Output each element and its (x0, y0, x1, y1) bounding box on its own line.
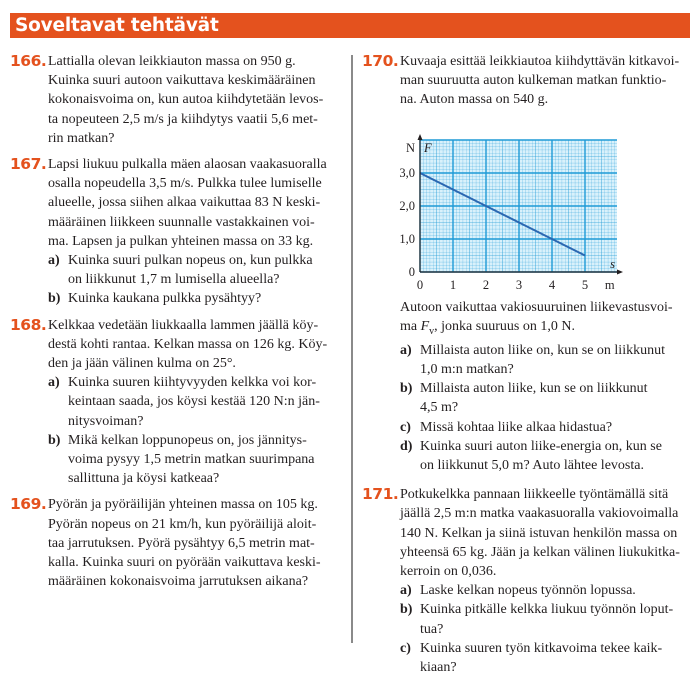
x-tick-label: 0 (416, 277, 424, 292)
x-unit-label: m (604, 277, 615, 292)
sub-question-label: a) (400, 583, 412, 599)
y-tick-label: 2,0 (399, 198, 415, 213)
text-fragment: ma (400, 318, 421, 334)
text-line: Mikä kelkan loppunopeus on, jos jännitys- (68, 432, 307, 448)
text-line: kalla. Kuinka suuri on pyörään vaikuttava keski- (48, 555, 321, 571)
sub-question-label: b) (48, 432, 61, 448)
text-line: Kuinka suuren kiihtyvyyden kelkka voi kor- (68, 375, 317, 391)
sub-question-label: c) (400, 640, 411, 656)
problem-170 (362, 52, 692, 475)
text-line: Pyörän nopeus on 21 km/h, kun pyöräilijä aloit- (48, 516, 317, 532)
text-line: Autoon vaikuttaa vakiosuuruinen liikevastusvoi- (400, 299, 673, 315)
sub-question-a (48, 373, 340, 431)
problem-text (400, 52, 692, 475)
text-line: ma. Lapsen ja pulkan yhteinen massa on 33 kg. (48, 233, 314, 249)
text-line: taa jarrutuksen. Pyörä pysähtyy 6,5 metrin mat- (48, 535, 315, 551)
sub-question-a (400, 341, 692, 379)
x-tick-label: 5 (581, 277, 589, 292)
force-symbol: F (420, 318, 430, 334)
text-line: alueelle, jossa siihen alkaa vaikuttaa 83 N keski- (48, 195, 321, 211)
sub-question-b (400, 379, 692, 417)
right-column (362, 52, 692, 684)
x-axis-arrow-icon (617, 269, 623, 274)
problem-text (48, 495, 340, 591)
text-line: Lattialla olevan leikkiauton massa on 950 g. (48, 54, 296, 69)
sub-question-c (400, 418, 692, 437)
text-line: na. Auton massa on 540 g. (400, 92, 549, 108)
problem-167 (10, 155, 340, 309)
problem-number: 166. (10, 52, 47, 70)
text-line: Kuinka kaukana pulkka pysähtyy? (68, 291, 262, 307)
column-divider (351, 55, 353, 643)
text-line: Kuinka pitkälle kelkka liukuu työnnön loput- (420, 602, 674, 618)
text-line: Kuinka suuri autoon vaikuttava keskimääräinen (48, 73, 316, 89)
text-line: yhteensä 65 kg. Jään ja kelkan välinen liukukitka- (400, 544, 680, 560)
y-tick-label: 3,0 (399, 165, 415, 180)
text-line: määräinen liikkeen suunnalle vastakkainen voi- (48, 214, 315, 230)
x-tick-label: 1 (449, 277, 457, 292)
text-line: 1,0 m:n matkan? (420, 362, 514, 378)
x-tick-label: 3 (515, 277, 523, 292)
force-subscript: v (429, 325, 435, 337)
sub-question-label: a) (48, 253, 60, 269)
section-title: Soveltavat tehtävät (15, 15, 219, 36)
problem-text (48, 155, 340, 309)
text-line: destä kohti rantaa. Kelkan massa on 126 kg. Köy- (48, 336, 328, 352)
chart-svg (362, 122, 692, 292)
sub-question-b (400, 600, 692, 638)
sub-question-b (48, 431, 340, 489)
problem-168 (10, 316, 340, 489)
text-line: Laske kelkan nopeus työnnön lopussa. (420, 583, 636, 599)
problem-171 (362, 485, 692, 677)
text-line: man suuruutta auton kulkeman matkan funktio- (400, 73, 667, 89)
text-line: sallittuna ja köysi katkeaa? (68, 471, 220, 487)
y-tick-label: 0 (408, 264, 415, 279)
text-line: ta nopeuteen 2,5 m/s ja kiihdytys vaatii 5,6 met- (48, 111, 318, 127)
sub-question-b (48, 289, 340, 308)
x-tick-label: 4 (548, 277, 556, 292)
sub-question-c (400, 639, 692, 677)
text-line: osalla nopeudella 3,5 m/s. Pulkka tulee lumiselle (48, 176, 322, 192)
sub-question-label: a) (48, 375, 60, 391)
text-line: rin matkan? (48, 130, 115, 146)
text-line: Kuinka suuri auton liike-energia on, kun se (420, 438, 662, 454)
text-line: on liikkunut 5,0 m? Auto lähtee levosta. (420, 458, 644, 474)
problem-166 (10, 52, 340, 148)
text-line: Pyörän ja pyöräilijän yhteinen massa on 105 kg. (48, 497, 318, 513)
text-line: den ja jään välinen kulma on 25°. (48, 356, 236, 372)
text-line: tua? (420, 621, 444, 637)
sub-question-label: d) (400, 438, 413, 454)
problem-text (48, 316, 340, 489)
text-line: kiaan? (420, 660, 457, 676)
text-line: kerroin on 0,036. (400, 564, 497, 580)
sub-question-a (48, 251, 340, 289)
left-column (10, 52, 340, 598)
sub-question-d (400, 437, 692, 475)
problem-number: 168. (10, 315, 47, 334)
sub-question-label: b) (48, 291, 61, 307)
text-line: 4,5 m? (420, 400, 459, 416)
text-line: jäällä 2,5 m:n matka vaakasuoralla vakiovoimalla (400, 506, 679, 522)
text-line: Potkukelkka pannaan liikkeelle työntämällä sitä (400, 487, 669, 503)
sub-question-a (400, 581, 692, 600)
text-line: keintaan saada, jos köysi kestää 120 N:n jän- (68, 394, 320, 410)
text-line: nitysvoiman? (68, 413, 144, 429)
y-axis-label: F (424, 140, 432, 155)
problem-number: 167. (10, 155, 47, 174)
text-line: Kuvaaja esittää leikkiautoa kiihdyttävän kitkavoi- (400, 54, 680, 69)
sub-question-label: c) (400, 419, 411, 435)
y-tick-label: 1,0 (399, 231, 415, 246)
text-line: määräinen kokonaisvoima jarrutuksen aikana? (48, 574, 309, 590)
text-line: Kuinka suuri pulkan nopeus on, kun pulkka (68, 253, 313, 269)
text-line: Missä kohtaa liike alkaa hidastua? (420, 419, 613, 435)
text-line: kokonaisvoima on, kun autoa kiihdytetään levos- (48, 92, 324, 108)
text-line: Millaista auton liike, kun se on liikkunut (420, 381, 648, 397)
sub-question-label: a) (400, 342, 412, 358)
text-fragment: , jonka suuruus on 1,0 N. (434, 318, 575, 334)
text-line: Lapsi liukuu pulkalla mäen alaosan vaakasuoralla (48, 157, 327, 173)
text-line: on liikkunut 1,7 m lumisella alueella? (68, 272, 280, 288)
sub-question-label: b) (400, 602, 413, 618)
text-line: Millaista auton liike on, kun se on liikkunut (420, 342, 665, 358)
problem-text (48, 52, 340, 148)
force-distance-chart (362, 122, 692, 292)
section-header (10, 13, 690, 38)
problem-number: 171. (362, 485, 399, 504)
x-tick-label: 2 (482, 277, 490, 292)
x-axis-label: s (610, 256, 615, 271)
text-line: 140 N. Kelkan ja siinä istuvan henkilön massa on (400, 525, 678, 541)
problem-text (400, 485, 692, 677)
text-line: Kelkkaa vedetään liukkaalla lammen jäällä köy- (48, 317, 319, 333)
problem-number: 169. (10, 495, 47, 514)
sub-question-label: b) (400, 381, 413, 397)
problem-169 (10, 495, 340, 591)
text-line (400, 317, 692, 341)
problem-number: 170. (362, 52, 399, 70)
text-line: voima pysyy 1,5 metrin matkan suurimpana (68, 452, 315, 468)
y-unit-label: N (405, 140, 415, 155)
text-line: Kuinka suuren työn kitkavoima tekee kaik- (420, 640, 663, 656)
y-axis-arrow-icon (418, 134, 423, 140)
